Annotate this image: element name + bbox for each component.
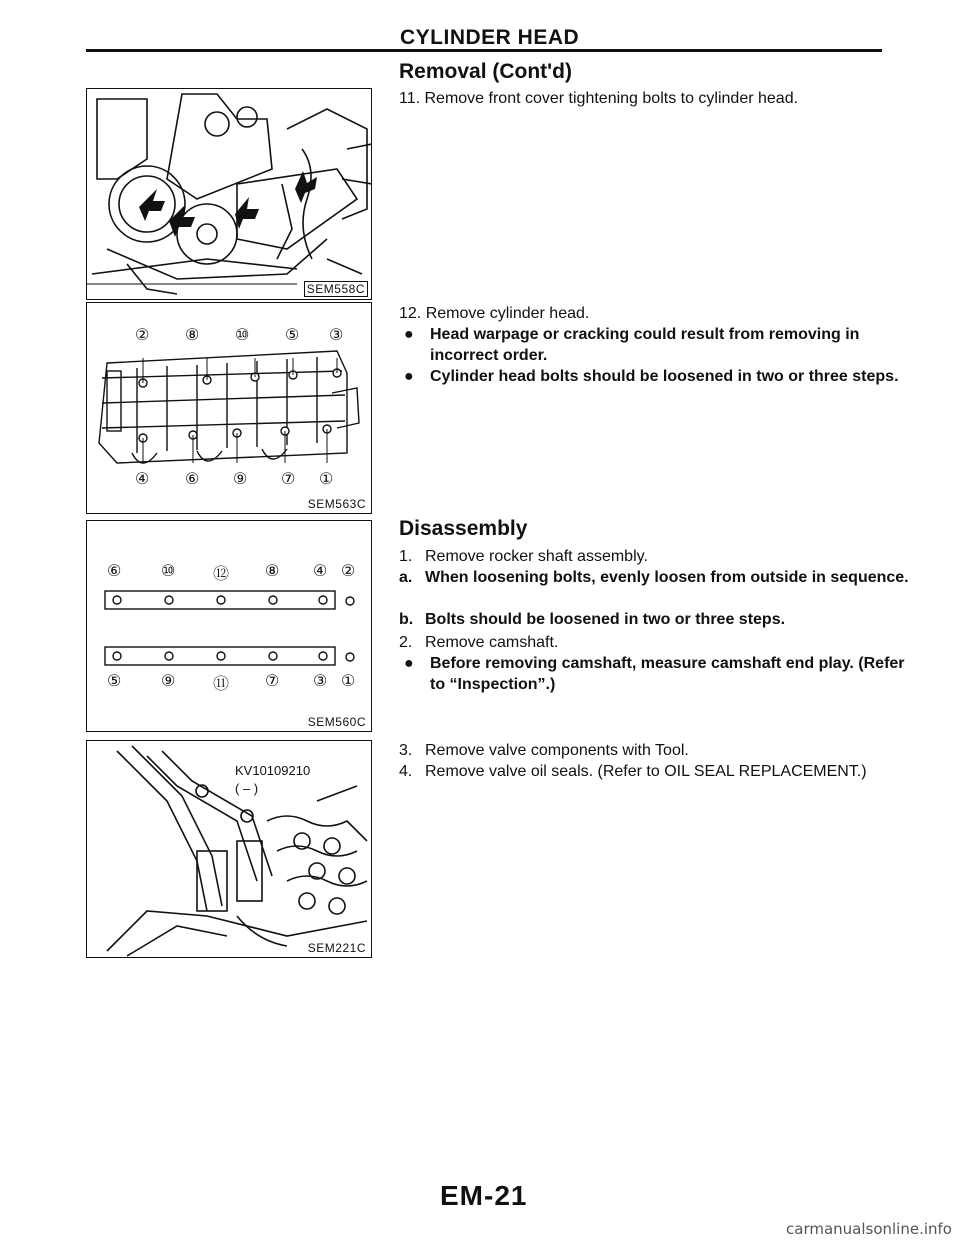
step-text: Remove valve oil seals. (Refer to OIL SEAL REPLACEMENT.) — [425, 763, 867, 780]
bolt-number-bottom-1: ④ — [135, 469, 150, 488]
substep-marker: b. — [399, 611, 414, 628]
step-number: 3. — [399, 742, 413, 759]
figure-code: SEM221C — [307, 941, 366, 955]
bullet-marker: ● — [404, 368, 414, 385]
tool-number: KV10109210 — [235, 763, 311, 778]
header-rule — [86, 49, 882, 52]
engine-front-illustration — [87, 89, 372, 300]
bolt-number-bottom-5: ③ — [313, 671, 328, 690]
bolt-number-bottom-2: ⑨ — [161, 671, 176, 690]
bullet-text: Cylinder head bolts should be loosened in two or three steps. — [430, 368, 899, 385]
step-11: 11. Remove front cover tightening bolts to cylinder head. — [399, 90, 799, 107]
valve-spring-compressor-illustration — [87, 741, 372, 958]
bolt-number-top-3: ⑫ — [213, 564, 230, 583]
step-number: 1. — [399, 548, 413, 565]
bolt-number-top-2: ⑧ — [185, 325, 200, 344]
removal-heading: Removal (Cont'd) — [399, 60, 572, 83]
bolt-number-bottom-6: ① — [341, 671, 356, 690]
step-12: 12. Remove cylinder head. — [399, 305, 590, 322]
bullet-marker: ● — [404, 326, 414, 343]
tool-number-sub: ( – ) — [235, 781, 259, 796]
bolt-number-bottom-4: ⑦ — [281, 469, 296, 488]
step-number: 4. — [399, 763, 413, 780]
bullet-text: Head warpage or cracking could result from removing in incorrect order. — [430, 326, 860, 364]
bolt-number-bottom-2: ⑥ — [185, 469, 200, 488]
substep-text: When loosening bolts, evenly loosen from outside in sequence. — [425, 569, 909, 586]
bolt-number-top-5: ③ — [329, 325, 344, 344]
bolt-number-top-1: ② — [135, 325, 150, 344]
bolt-number-top-2: ⑩ — [161, 561, 176, 580]
bolt-number-top-5: ④ — [313, 561, 328, 580]
step-text: Remove rocker shaft assembly. — [425, 548, 648, 565]
bolt-number-bottom-5: ① — [319, 469, 334, 488]
bolt-number-bottom-4: ⑦ — [265, 671, 280, 690]
bolt-number-bottom-1: ⑤ — [107, 671, 122, 690]
bolt-number-top-1: ⑥ — [107, 561, 122, 580]
section-title: CYLINDER HEAD — [400, 26, 580, 49]
figure-code: SEM563C — [307, 497, 366, 511]
figure-head-bolt-order — [86, 302, 372, 514]
substep-marker: a. — [399, 569, 413, 586]
bolt-number-top-3: ⑩ — [235, 325, 250, 344]
bolt-number-top-4: ⑤ — [285, 325, 300, 344]
figure-code: SEM560C — [307, 715, 366, 729]
bolt-number-top-4: ⑧ — [265, 561, 280, 580]
bullet-marker: ● — [404, 655, 414, 672]
figure-rocker-bolt-sequence — [86, 520, 372, 732]
figure-valve-tool — [86, 740, 372, 958]
rocker-bolt-diagram — [87, 521, 372, 732]
step-number: 2. — [399, 634, 413, 651]
disassembly-heading: Disassembly — [399, 517, 528, 540]
bolt-number-bottom-3: ⑪ — [213, 674, 230, 693]
step-text: Remove camshaft. — [425, 634, 559, 651]
step-text: Remove valve components with Tool. — [425, 742, 689, 759]
substep-text: Bolts should be loosened in two or three steps. — [425, 611, 786, 628]
figure-code: SEM558C — [304, 281, 368, 297]
figure-front-cover-bolts — [86, 88, 372, 300]
bolt-number-top-6: ② — [341, 561, 356, 580]
bullet-text: Before removing camshaft, measure camshaft end play. (Refer to “Inspection”.) — [430, 655, 905, 693]
watermark: carmanualsonline.info — [786, 1220, 952, 1238]
page-number: EM-21 — [440, 1180, 528, 1211]
bolt-number-bottom-3: ⑨ — [233, 469, 248, 488]
